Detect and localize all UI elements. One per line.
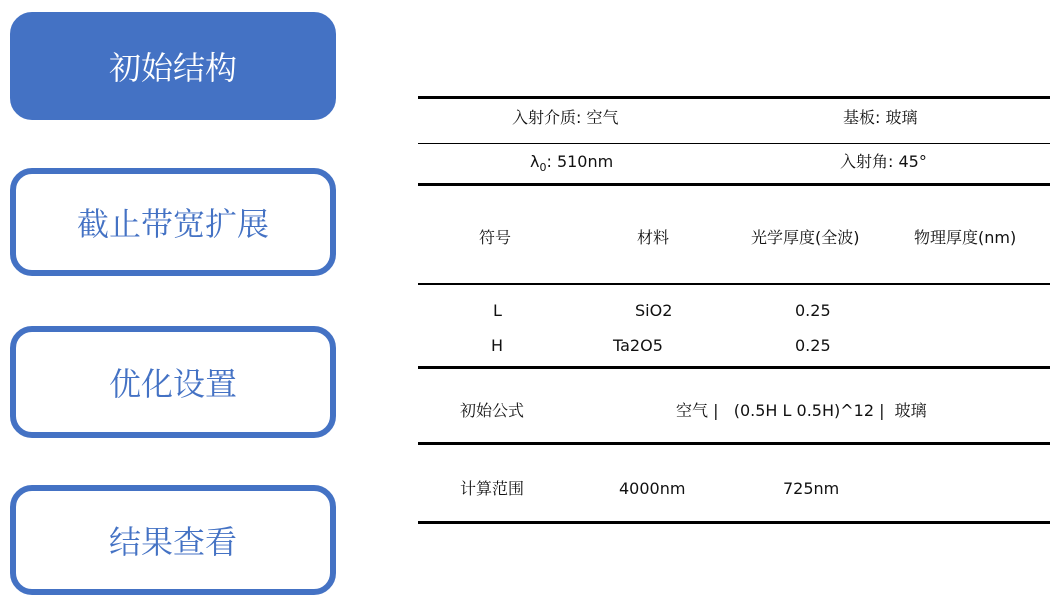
layer-material: SiO2 (635, 301, 673, 320)
table-rule (418, 143, 1050, 144)
wavelength-subscript: 0 (539, 161, 547, 175)
incident-medium-text: 入射介质: 空气 (512, 108, 619, 127)
nav-button-label: 初始结构 (108, 49, 237, 87)
nav-button-cutoff-bandwidth[interactable] (10, 168, 336, 276)
nav-button-label: 结果查看 (108, 523, 237, 561)
initial-structure-panel (418, 96, 1050, 526)
calc-range-label: 计算范围 (460, 479, 525, 498)
table-rule (418, 96, 1050, 99)
layer-optical-thickness: 0.25 (795, 301, 831, 320)
calc-range-start: 4000nm (619, 479, 686, 498)
layer-material: Ta2O5 (613, 336, 663, 355)
table-header-physical-thickness: 物理厚度(nm) (914, 228, 1017, 247)
substrate-text: 基板: 玻璃 (843, 108, 918, 127)
calc-range-end: 725nm (783, 479, 840, 498)
wavelength-text (530, 152, 613, 178)
table-header-symbol: 符号 (479, 228, 512, 247)
incident-angle-text: 入射角: 45° (840, 152, 927, 171)
table-header-material: 材料 (637, 228, 670, 247)
nav-button-view-results[interactable] (10, 485, 336, 595)
table-header-optical-thickness: 光学厚度(全波) (751, 228, 860, 247)
layer-symbol: L (493, 301, 502, 320)
formula-value: 空气 | (0.5H L 0.5H)^12 | 玻璃 (676, 401, 927, 420)
table-rule (418, 442, 1050, 445)
table-rule (418, 366, 1050, 369)
layer-symbol: H (491, 336, 504, 355)
formula-label: 初始公式 (460, 401, 525, 420)
nav-button-initial-structure[interactable] (10, 12, 336, 120)
table-rule (418, 283, 1050, 285)
wavelength-value: : 510nm (546, 152, 614, 171)
table-rule (418, 183, 1050, 186)
wavelength-symbol: λ (530, 152, 540, 171)
nav-button-optimization-settings[interactable] (10, 326, 336, 438)
layer-optical-thickness: 0.25 (795, 336, 831, 355)
table-rule (418, 521, 1050, 524)
nav-button-label: 截止带宽扩展 (76, 205, 269, 243)
nav-button-label: 优化设置 (108, 365, 237, 403)
